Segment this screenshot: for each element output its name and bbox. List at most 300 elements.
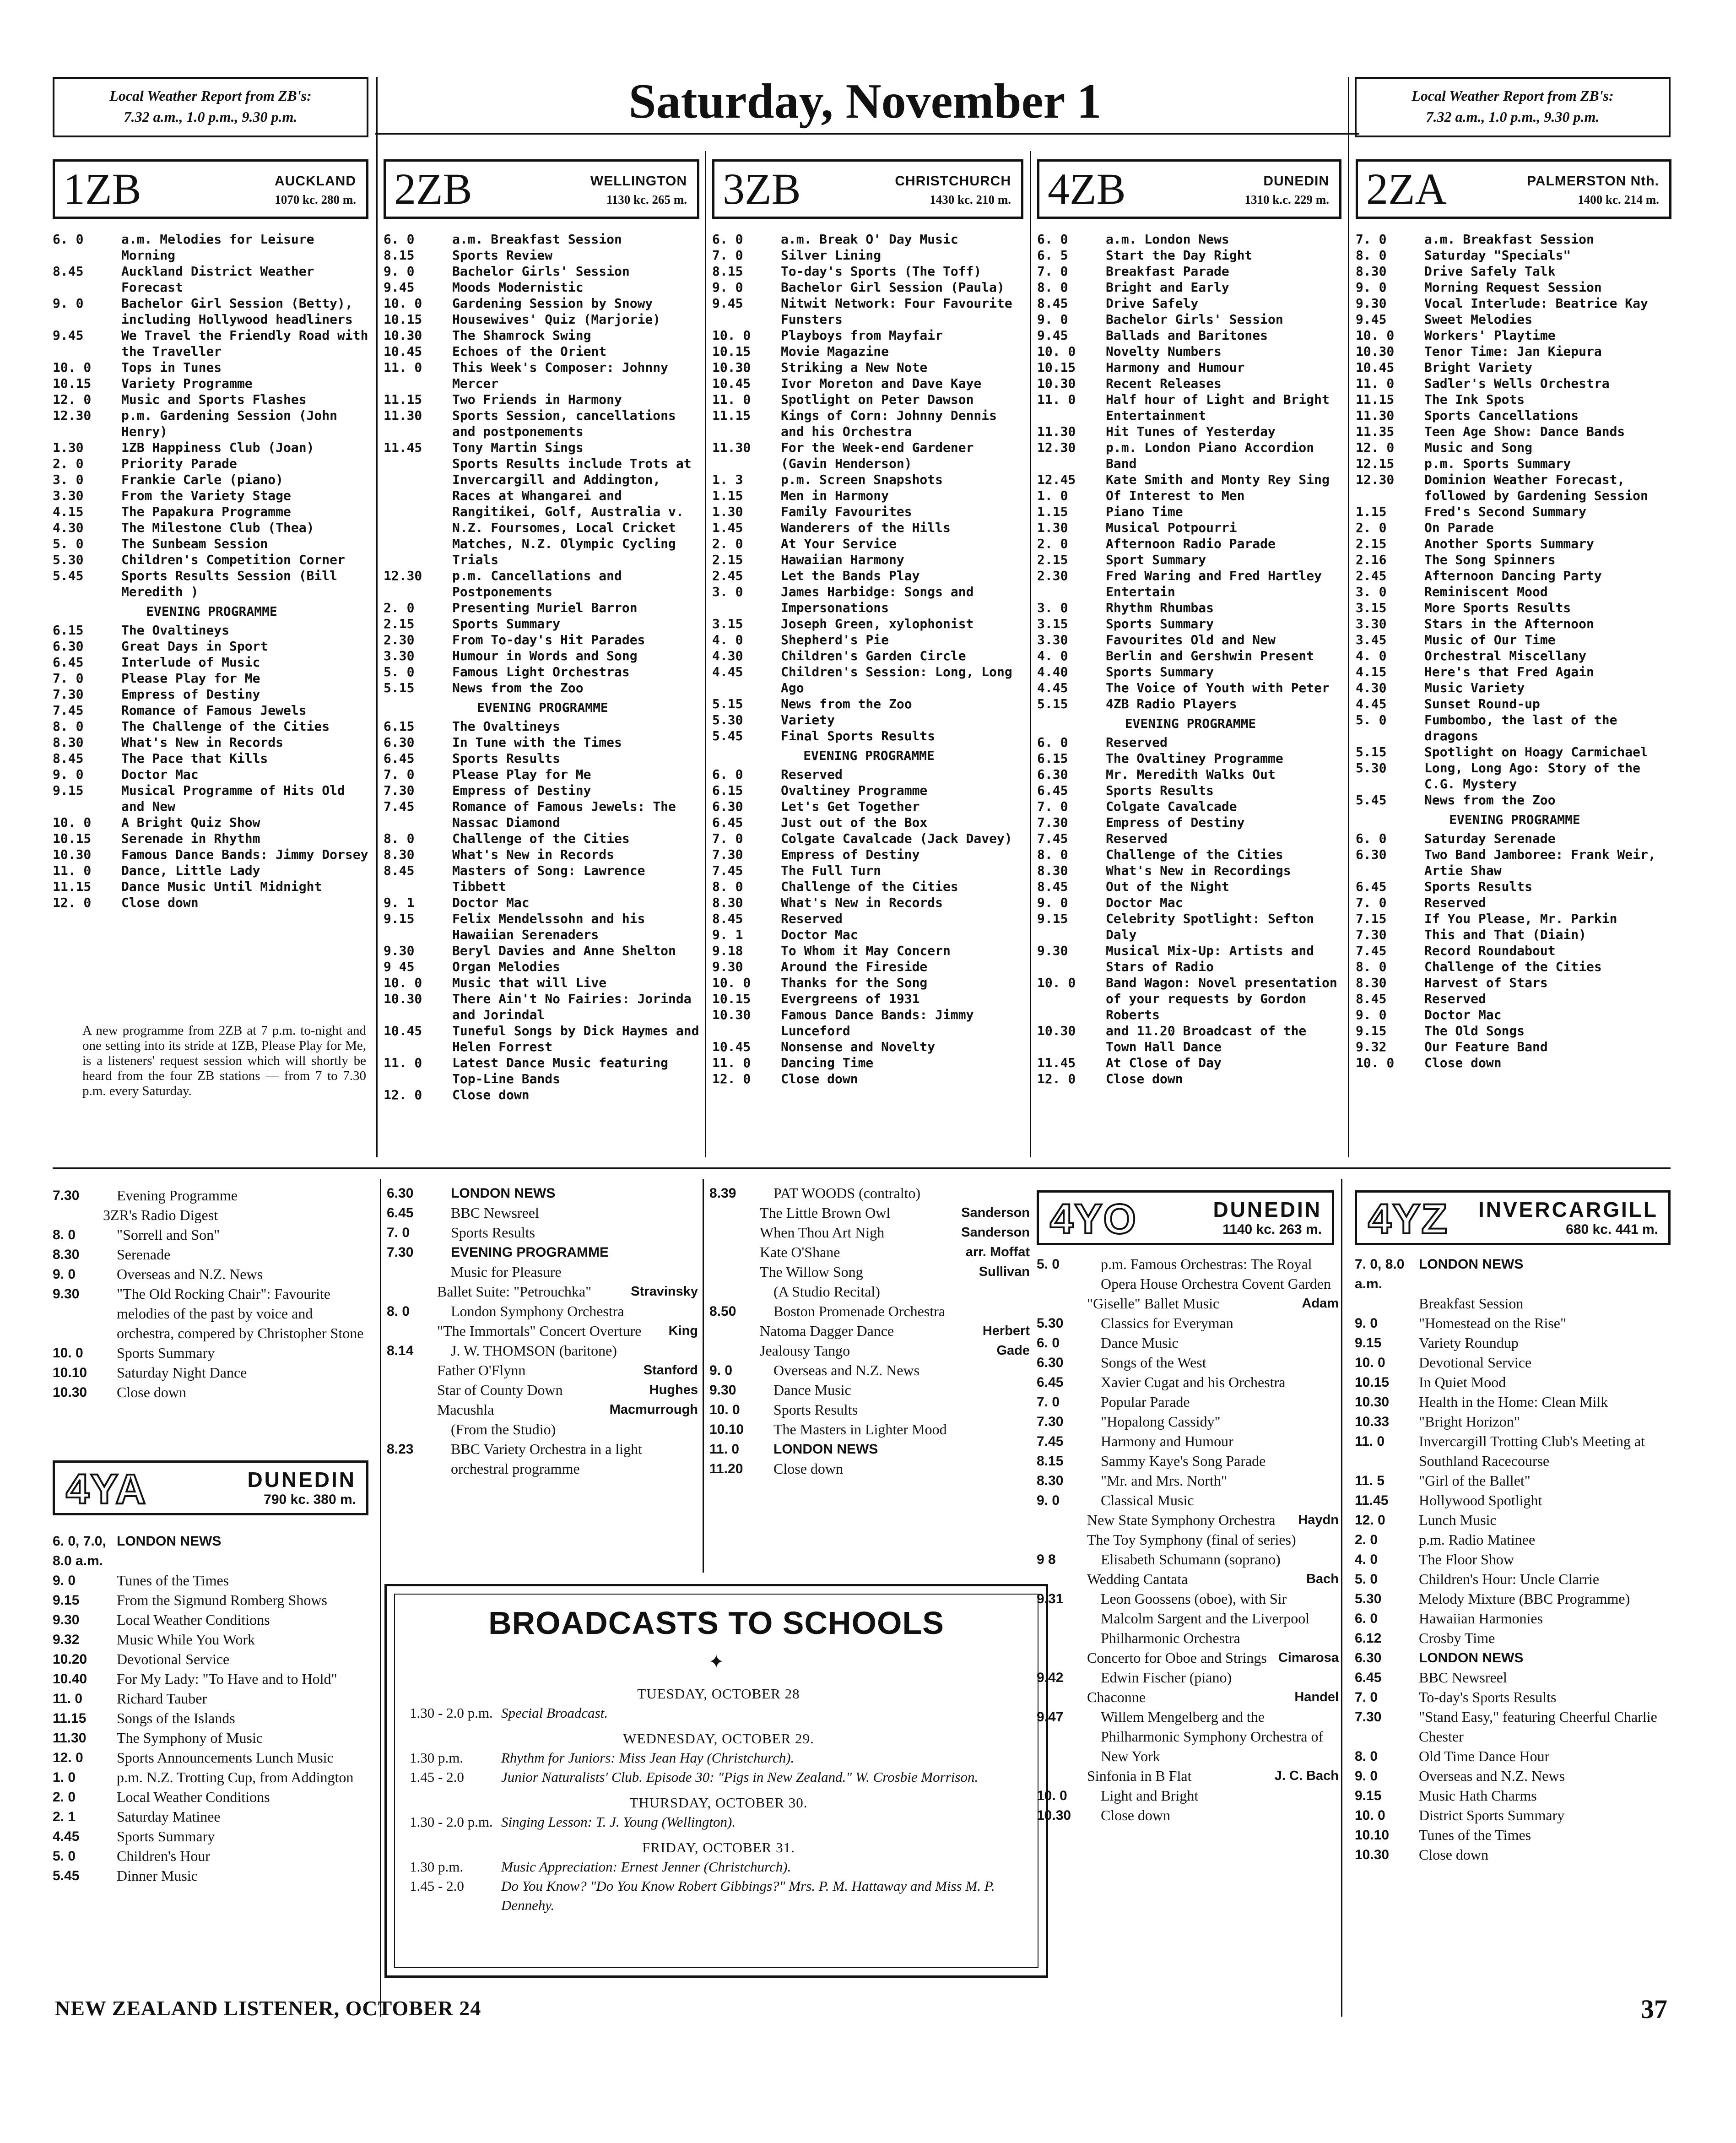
- schedule-row: [384, 911, 702, 943]
- schedule-row: [1037, 616, 1344, 632]
- schedule-time: 10.30: [1355, 1847, 1390, 1862]
- schedule-time: 7.45: [384, 799, 415, 814]
- work-title: Father O'Flynn: [437, 1362, 526, 1378]
- schools-title: BROADCASTS TO SCHOOLS: [488, 1605, 944, 1641]
- schedule-time: 5.15: [384, 680, 415, 695]
- schedule-title: The Ink Spots: [1424, 392, 1525, 407]
- schedule-title: Movie Magazine: [781, 344, 889, 359]
- schedule-time: 10.30: [712, 360, 751, 375]
- schedule-time: 2.15: [1356, 536, 1387, 551]
- schedule-row: [53, 766, 371, 782]
- schedule-time: 3. 0: [1037, 600, 1068, 615]
- schedule-title: Thanks for the Song: [781, 975, 928, 990]
- note-2zb-programme: A new programme from 2ZB at 7 p.m. to-night and one setting into its stride at 1ZB, Please Play for Me, is a listeners' request session which will shortly be heard from the four ZB stations — from 7 to 7.30 p.m. every Saturday.: [82, 1023, 366, 1098]
- schedule-time: 3.45: [1356, 632, 1387, 647]
- station-call-sign: 4YO: [1050, 1196, 1137, 1242]
- station-frequency: 1130 kc. 265 m.: [606, 193, 687, 206]
- schedule-time: 3.30: [53, 488, 84, 503]
- schedule-title: From the Sigmund Romberg Shows: [117, 1592, 327, 1608]
- school-broadcast-title: Singing Lesson: T. J. Young (Wellington).: [501, 1814, 736, 1830]
- schedule-time: 7. 0: [712, 831, 743, 846]
- schedule-row: [53, 488, 371, 504]
- schedule-title: Please Play for Me: [452, 767, 591, 782]
- schedule-row: [712, 279, 1026, 295]
- schedule-time: 6. 0: [1037, 1335, 1060, 1351]
- schedule-row: [53, 1807, 373, 1827]
- schedule-row: [1355, 1432, 1675, 1471]
- schedule-title: Popular Parade: [1101, 1394, 1190, 1410]
- evening-programme-heading: EVENING PROGRAMME: [1449, 812, 1580, 827]
- schedule-row: [1356, 648, 1674, 664]
- schedule-time: 12.45: [1037, 472, 1076, 487]
- schedule-time: [709, 1282, 773, 1302]
- schedule-title: Children's Competition Corner: [121, 552, 345, 567]
- work-title: Ballet Suite: "Petrouchka": [437, 1283, 592, 1300]
- schedule-title: To-day's Sports Results: [1419, 1689, 1557, 1705]
- schedule-time: 1.45: [712, 520, 743, 535]
- school-broadcast-time: 1.30 p.m.: [410, 1750, 464, 1766]
- work-composer: Haydn: [1298, 1513, 1339, 1527]
- schedule-time: 11. 5: [1355, 1473, 1385, 1488]
- schedule-time: 10.15: [1037, 360, 1076, 375]
- schedule-time: 7. 0, 8.0 a.m.: [1355, 1257, 1405, 1291]
- schedule-time: 1. 3: [712, 472, 743, 487]
- schedule-row: [53, 1866, 373, 1886]
- schedule-row: [53, 263, 371, 295]
- schedule-title: Musical Potpourri: [1106, 520, 1237, 535]
- schedule-row: [1355, 1254, 1675, 1294]
- schedule-time: 2.15: [712, 552, 743, 567]
- schedule-time: 2. 0: [1355, 1532, 1378, 1547]
- page-title: Saturday, November 1: [628, 74, 1102, 129]
- schedule-title: Hollywood Spotlight: [1419, 1492, 1542, 1508]
- schedule-time: 11. 0: [53, 863, 92, 878]
- schedule-title: Children's Hour: Uncle Clarrie: [1419, 1571, 1600, 1587]
- schedule-row: [1037, 1550, 1339, 1569]
- station-frequency: 1310 k.c. 229 m.: [1244, 193, 1329, 206]
- musical-work: [1037, 1510, 1339, 1550]
- schedule-title: Saturday "Specials": [1424, 248, 1571, 263]
- schedule-row: [1355, 1648, 1675, 1668]
- musical-work: [387, 1380, 698, 1400]
- schedule-row: [712, 664, 1026, 696]
- schedule-time: 11. 0: [712, 1055, 751, 1070]
- schedule-time: 9. 0: [1356, 1007, 1387, 1022]
- schedule-row: [53, 1531, 373, 1571]
- schedule-title: Sweet Melodies: [1424, 312, 1533, 327]
- schedule-row: [53, 654, 371, 670]
- schedule-title: Nitwit Network: Four Favourite Funsters: [781, 296, 1012, 327]
- schedule-time: [1355, 1294, 1419, 1313]
- schedule-time: 3.15: [1356, 600, 1387, 615]
- station-4zb-schedule: [1037, 231, 1344, 1161]
- schedule-time: 9.42: [1037, 1670, 1064, 1685]
- schedule-row: [1356, 391, 1674, 407]
- schedule-title: Variety Programme: [121, 376, 253, 391]
- schedule-title: a.m. Break O' Day Music: [781, 232, 958, 247]
- school-broadcast-title: Rhythm for Juniors: Miss Jean Hay (Christchurch).: [501, 1750, 795, 1766]
- schedule-title: Family Favourites: [781, 504, 912, 519]
- schedule-time: 9.15: [1356, 1023, 1387, 1038]
- footer-publication: NEW ZEALAND LISTENER, OCTOBER 24: [55, 1997, 481, 2020]
- schedule-row: [1037, 1471, 1339, 1491]
- station-4yo-list: [1037, 1254, 1339, 1991]
- schedule-row: [1356, 1023, 1674, 1039]
- schedule-row: [53, 846, 371, 863]
- schedule-title: Xavier Cugat and his Orchestra: [1101, 1374, 1286, 1390]
- schedule-title: 4ZB Radio Players: [1106, 696, 1237, 711]
- station-call-sign: 3ZB: [723, 164, 801, 213]
- schedule-title: Songs of the Islands: [117, 1710, 235, 1726]
- schedule-time: 11. 0: [1356, 376, 1395, 391]
- schedule-title: Stars in the Afternoon: [1424, 616, 1594, 631]
- schedule-row: [712, 359, 1026, 375]
- schedule-title: Overseas and N.Z. News: [117, 1266, 263, 1282]
- station-header-4yz: [1355, 1190, 1671, 1245]
- schedule-title: Beryl Davies and Anne Shelton: [452, 943, 676, 958]
- schedule-row: [384, 1087, 702, 1103]
- schedule-row: [712, 439, 1026, 472]
- schedule-time: 10.40: [53, 1671, 87, 1687]
- schedule-title: Hawaiian Harmonies: [1419, 1610, 1543, 1627]
- schedule-title: In Quiet Mood: [1419, 1374, 1506, 1390]
- schedule-title: Tony Martin Sings: [452, 440, 584, 455]
- schedule-title: Sports Results: [773, 1401, 858, 1418]
- schedule-row: [712, 846, 1026, 863]
- schedule-time: 8.14: [387, 1343, 414, 1358]
- schedule-title: Boston Promenade Orchestra: [773, 1303, 946, 1319]
- schedule-time: 6.30: [1356, 847, 1387, 862]
- schedule-time: 7.30: [1037, 815, 1068, 830]
- schedule-row: [1355, 1530, 1675, 1550]
- schedule-title: Willem Mengelberg and the Philharmonic Symphony Orchestra of New York: [1101, 1709, 1324, 1764]
- schedule-time: 10. 0: [53, 815, 92, 830]
- schedule-row: [712, 391, 1026, 407]
- schedule-row: [53, 1571, 373, 1590]
- schedule-title: Another Sports Summary: [1424, 536, 1594, 551]
- schedule-row: [712, 327, 1026, 343]
- schedule-time: 3.30: [1356, 616, 1387, 631]
- schedule-row: [1037, 423, 1344, 439]
- station-call-sign: 2ZB: [394, 164, 472, 213]
- schedule-row: [712, 943, 1026, 959]
- musical-work: [709, 1223, 1030, 1242]
- schedule-row: [384, 295, 702, 311]
- schedule-time: 9.31: [1037, 1591, 1064, 1606]
- schedule-title: Spotlight on Peter Dawson: [781, 392, 974, 407]
- schedule-title: 1ZB Happiness Club (Joan): [121, 440, 314, 455]
- station-city: DUNEDIN: [1263, 174, 1329, 189]
- schedule-row: [712, 1071, 1026, 1087]
- schedule-row: [384, 632, 702, 648]
- schedule-row: [712, 568, 1026, 584]
- column-divider: [1030, 151, 1031, 1157]
- schedule-title: A Bright Quiz Show: [121, 815, 260, 830]
- diamond-ornament-icon: ✦: [708, 1650, 725, 1673]
- schedule-time: 5.15: [712, 696, 743, 711]
- work-composer: Cimarosa: [1278, 1650, 1339, 1665]
- schedule-title: Tenor Time: Jan Kiepura: [1424, 344, 1602, 359]
- schedule-title: Music that will Live: [452, 975, 607, 990]
- schedule-row: [1037, 1333, 1339, 1353]
- schedule-row: [1356, 600, 1674, 616]
- schedule-title: For My Lady: "To Have and to Hold": [117, 1671, 337, 1687]
- schedule-row: [53, 1284, 373, 1343]
- schedule-time: 10.30: [712, 1007, 751, 1022]
- schedule-row: [1037, 1451, 1339, 1471]
- schedule-title: The Floor Show: [1419, 1551, 1514, 1568]
- schedule-row: [1037, 1254, 1339, 1294]
- schedule-time: 3. 0: [1356, 584, 1387, 599]
- schedule-time: 12. 0: [1355, 1513, 1385, 1528]
- schedule-title: Auckland District Weather Forecast: [121, 264, 314, 295]
- schedule-time: 10.30: [53, 1385, 87, 1400]
- schedule-time: 5. 0: [1356, 712, 1387, 727]
- musical-work: [709, 1341, 1030, 1361]
- schedule-row: [712, 488, 1026, 504]
- schedule-title: Sports Summary: [452, 616, 561, 631]
- schedule-time: 11.30: [384, 408, 422, 423]
- school-broadcast-time: 1.45 - 2.0: [410, 1878, 464, 1894]
- work-composer: Stanford: [643, 1363, 698, 1378]
- school-broadcast-row: [410, 1748, 1028, 1768]
- schedule-time: 8.15: [1037, 1454, 1064, 1469]
- schedule-time: 9.32: [1356, 1039, 1387, 1054]
- station-city: PALMERSTON Nth.: [1527, 174, 1659, 189]
- work-composer: Sullivan: [979, 1264, 1030, 1279]
- schedule-time: 9.45: [1356, 312, 1387, 327]
- schedule-time: 8. 0: [384, 831, 415, 846]
- schedule-title: Sports Summary: [1106, 664, 1214, 679]
- schedule-title: Famous Dance Bands: Jimmy Lunceford: [781, 1007, 974, 1038]
- schedule-time: 11.45: [384, 440, 422, 455]
- schedule-row: [1037, 975, 1344, 1023]
- schedule-title: Spotlight on Hoagy Carmichael: [1424, 744, 1648, 760]
- schedule-title: Colgate Cavalcade (Jack Davey): [781, 831, 1012, 846]
- schedule-row: [53, 327, 371, 359]
- schedule-title: Priority Parade: [121, 456, 237, 471]
- schedule-title: Two Band Jamboree: Frank Weir, Artie Shaw: [1424, 847, 1656, 878]
- schedule-row: [384, 247, 702, 263]
- musical-work: [709, 1203, 1030, 1223]
- schedule-row: [384, 991, 702, 1023]
- schedule-time: 10. 0: [1037, 975, 1076, 990]
- schedule-time: 6.30: [53, 639, 84, 654]
- schedule-time: 6. 0: [384, 232, 415, 247]
- schedule-time: 11.15: [384, 392, 422, 407]
- schedule-title: The Ovaltineys: [121, 623, 230, 638]
- schedule-row: [1355, 1550, 1675, 1569]
- schedule-title: Dance Music: [1101, 1335, 1179, 1351]
- schedule-row: [384, 327, 702, 343]
- schedule-row: [387, 1439, 698, 1479]
- schedule-row: [1037, 279, 1344, 295]
- schedule-time: 11.30: [1037, 424, 1076, 439]
- schedule-row: [1356, 911, 1674, 927]
- station-4ya-evening-list: [387, 1183, 698, 1577]
- schedule-row: [1037, 680, 1344, 696]
- column-divider: [376, 77, 378, 1157]
- work-title: "The Immortals" Concert Overture: [437, 1323, 642, 1339]
- schedule-title: Close down: [121, 895, 199, 910]
- schedule-row: [387, 1223, 698, 1242]
- schedule-title: Playboys from Mayfair: [781, 328, 943, 343]
- schedule-row: [384, 782, 702, 798]
- schedule-row: [53, 536, 371, 552]
- schedule-time: 6.45: [53, 655, 84, 670]
- schedule-time: 9. 0: [53, 296, 84, 311]
- schedule-title: On Parade: [1424, 520, 1494, 535]
- schedule-time: 7.15: [1356, 911, 1387, 926]
- schedule-row: [712, 863, 1026, 879]
- musical-work: [1037, 1687, 1339, 1707]
- schedule-title: Elisabeth Schumann (soprano): [1101, 1551, 1281, 1568]
- schedule-title: Shepherd's Pie: [781, 632, 889, 647]
- schedule-row: [53, 830, 371, 846]
- schedule-row: [1356, 343, 1674, 359]
- schedule-row: [1037, 359, 1344, 375]
- schedule-time: 5. 0: [1355, 1572, 1378, 1587]
- schedule-row: [384, 407, 702, 439]
- schedule-time: 8.30: [53, 735, 84, 750]
- musical-work: [709, 1321, 1030, 1341]
- schedule-time: 2.30: [384, 632, 415, 647]
- page-number: 37: [1641, 1994, 1667, 2024]
- schedule-time: 11.15: [53, 879, 92, 894]
- schedule-row: [53, 456, 371, 472]
- schedule-time: 10.15: [712, 344, 751, 359]
- schedule-time: 7.45: [1037, 1434, 1064, 1449]
- schedule-title: Men in Harmony: [781, 488, 889, 503]
- schedule-time: 12. 0: [1356, 440, 1395, 455]
- schedule-row: [53, 552, 371, 568]
- schedule-title: Presenting Muriel Barron: [452, 600, 638, 615]
- schedule-time: 10. 0: [1356, 328, 1395, 343]
- schedule-title: Morning Request Session: [1424, 280, 1602, 295]
- schedule-time: 2. 0: [1037, 536, 1068, 551]
- schedule-time: 11.30: [1356, 408, 1395, 423]
- schedule-time: 6.30: [1355, 1650, 1382, 1666]
- schedule-time: 6.30: [387, 1186, 414, 1201]
- schedule-title: Latest Dance Music featuring Top-Line Bands: [452, 1055, 669, 1086]
- schedule-title: Final Sports Results: [781, 728, 936, 743]
- schedule-title: Crosby Time: [1419, 1630, 1495, 1646]
- schedule-title: Local Weather Conditions: [117, 1611, 270, 1628]
- schedule-time: 9. 0: [53, 767, 84, 782]
- schedule-row: [1356, 744, 1674, 760]
- schedule-row: [1355, 1786, 1675, 1806]
- schedule-row: [53, 1343, 373, 1363]
- station-frequency: 790 kc. 380 m.: [264, 1492, 356, 1507]
- musical-work: [1037, 1294, 1339, 1313]
- schedule-row: [1356, 846, 1674, 879]
- schedule-title: p.m. Gardening Session (John Henry): [121, 408, 338, 439]
- schedule-row: [53, 622, 371, 638]
- schedule-time: 2.45: [712, 568, 743, 583]
- work-title: Star of County Down: [437, 1382, 563, 1398]
- schedule-time: 9.30: [384, 943, 415, 958]
- schedule-title: Afternoon Dancing Party: [1424, 568, 1602, 583]
- schedule-row: [384, 680, 702, 696]
- schedule-time: 6. 0, 7.0, 8.0 a.m.: [53, 1534, 106, 1568]
- schedule-title: At Close of Day: [1106, 1055, 1222, 1070]
- schedule-title: EVENING PROGRAMME: [451, 1245, 609, 1260]
- schedule-row: [1356, 1007, 1674, 1023]
- school-broadcast-row: [410, 1877, 1028, 1915]
- schedule-row: [1355, 1313, 1675, 1333]
- column-divider: [705, 151, 706, 1157]
- schedule-title: Sports Results Session (Bill Meredith ): [121, 568, 338, 599]
- schedule-title: News from the Zoo: [1424, 792, 1556, 808]
- schedule-row: [53, 439, 371, 456]
- schedule-title: Children's Garden Circle: [781, 648, 966, 663]
- schedule-time: 1.15: [1356, 504, 1387, 519]
- schedule-row: [384, 568, 702, 600]
- schedule-row: [1356, 504, 1674, 520]
- schedule-time: 2.30: [1037, 568, 1068, 583]
- schedule-row: [1037, 1373, 1339, 1392]
- schedule-row: [712, 375, 1026, 391]
- schedule-time: 10. 0: [1356, 1055, 1395, 1070]
- schedule-time: 8.45: [1356, 991, 1387, 1006]
- schedule-time: 12. 0: [712, 1071, 751, 1086]
- schedule-row: [712, 584, 1026, 616]
- schedule-row: [1037, 295, 1344, 311]
- work-composer: King: [668, 1324, 698, 1338]
- schedule-time: 10.30: [1356, 344, 1395, 359]
- schedule-time: 10.45: [384, 1023, 422, 1038]
- schedule-title: Breakfast Parade: [1106, 264, 1229, 279]
- school-day-heading: FRIDAY, OCTOBER 31.: [642, 1839, 795, 1855]
- schedule-title: Recent Releases: [1106, 376, 1222, 391]
- schedule-time: 6.45: [1356, 879, 1387, 894]
- schedule-title: Mr. Meredith Walks Out: [1106, 767, 1276, 782]
- station-2zb-schedule: [384, 231, 702, 1161]
- schedule-row: [1356, 895, 1674, 911]
- schedule-time: 10.45: [384, 344, 422, 359]
- schedule-row: [1037, 568, 1344, 600]
- schedule-row: [1356, 536, 1674, 552]
- schedule-title: Dominion Weather Forecast, followed by Gardening Session: [1424, 472, 1648, 503]
- schedule-time: 8. 0: [53, 1227, 76, 1242]
- column-divider: [380, 1179, 381, 2017]
- schedule-time: 10.15: [53, 831, 92, 846]
- schedule-time: 6. 0: [1037, 735, 1068, 750]
- schedule-time: 8.30: [712, 895, 743, 910]
- schedule-title: Nonsense and Novelty: [781, 1039, 936, 1054]
- column-divider: [703, 1179, 704, 1573]
- schedule-time: 6. 0: [1037, 232, 1068, 247]
- station-header-4ya: [53, 1460, 368, 1515]
- schedule-row: [384, 263, 702, 279]
- schedule-row: [712, 782, 1026, 798]
- schedule-row: [1037, 879, 1344, 895]
- school-day-heading: TUESDAY, OCTOBER 28: [637, 1686, 800, 1702]
- schedule-title: LONDON NEWS: [773, 1442, 878, 1457]
- schedule-row: [387, 1262, 698, 1282]
- schedule-row: [53, 1590, 373, 1610]
- schedule-title: Gardening Session by Snowy: [452, 296, 653, 311]
- schedule-row: [53, 407, 371, 439]
- schedule-time: 4.40: [1037, 664, 1068, 679]
- schedule-row: [53, 520, 371, 536]
- schedule-title: Two Friends in Harmony: [452, 392, 622, 407]
- schedule-row: [1355, 1766, 1675, 1786]
- schedule-time: 11.45: [1037, 1055, 1076, 1070]
- schedule-row: [1037, 750, 1344, 766]
- schedule-time: 6.45: [712, 815, 743, 830]
- schedule-title: Lunch Music: [1419, 1512, 1497, 1528]
